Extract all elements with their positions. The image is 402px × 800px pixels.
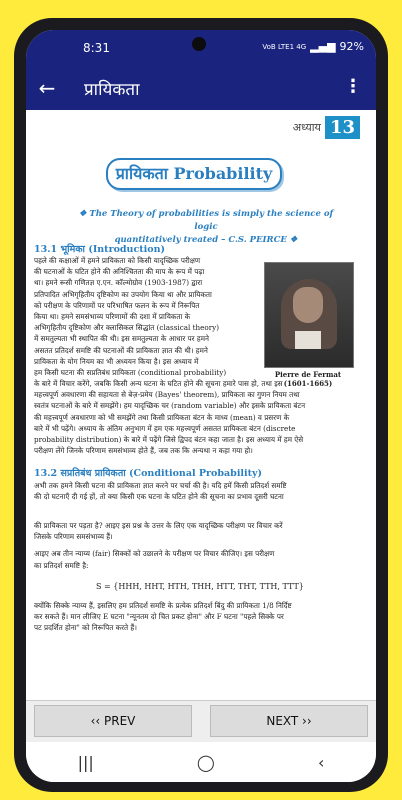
screen — [26, 30, 376, 782]
section-2-para-c — [34, 600, 368, 634]
text-line: क्योंकि सिक्के न्याय्य हैं, इसलिए हम प्रतिदर्श समष्टि के प्रत्येक प्रतिदर्श बिंदु की प्रायिकता 1/8 निर्दिष्ट — [34, 601, 292, 610]
overflow-menu-icon[interactable]: ⋮ — [344, 76, 362, 97]
text-line: आइए अब तीन न्याय्य (fair) सिक्कों को उछालने के परीक्षण पर विचार कीजिए। इस परीक्षण — [34, 549, 275, 559]
camera-cutout — [192, 37, 206, 51]
app-title: प्रायिकता — [84, 79, 140, 100]
system-nav-bar — [26, 742, 376, 782]
portrait-name: Pierre de Fermat — [274, 370, 342, 379]
text-line: जिसके परिणाम समसंभाव्य हैं। — [34, 532, 113, 542]
section-1-title: 13.1 भूमिका (Introduction) — [34, 244, 165, 255]
prev-button[interactable]: ‹‹ PREV — [34, 705, 192, 737]
portrait-collar — [295, 331, 321, 349]
page-content[interactable] — [26, 110, 376, 700]
status-time: 8:31 — [83, 41, 110, 55]
section-2-para-a — [34, 480, 368, 502]
text-line: प्रतिपादित अभिगृहितीय दृष्टिकोण का उपयोग किया था और प्रायिकता — [34, 289, 212, 299]
text-line: प्रायिकता के योग नियम का भी अध्ययन किया है। इस अध्याय में — [34, 356, 199, 366]
text-line: महत्त्वपूर्ण अवधारणा की सहायता से बेज़-प्रमेय (Bayes' theorem), प्रायिकता का गुणन नियम तथा — [34, 390, 300, 400]
text-line: था। हमने रूसी गणितज्ञ ए.एन. कॉल्मोग्रोव (1903-1987) द्वारा — [34, 278, 203, 288]
text-line: बारे में भी पढ़ेंगे। अध्याय के अंतिम अनुभाग में हम एक महत्त्वपूर्ण असतत प्रायिकता बंटन (discrete — [34, 423, 296, 433]
chapter-heading: प्रायिकता Probability — [106, 158, 282, 190]
portrait-face — [293, 287, 323, 323]
text-line: कर सकते हैं। मान लीजिए E घटना "न्यूनतम दो चित प्रकट होना" और F घटना "पहले सिक्के पर — [34, 612, 284, 622]
status-bar — [26, 30, 376, 66]
fermat-portrait — [264, 262, 354, 368]
system-back-icon[interactable]: ‹ — [318, 752, 325, 772]
section-1-para-a — [34, 255, 260, 378]
section-2-para-b — [34, 520, 368, 571]
text-line: अभिगृहितीय दृष्टिकोण और क्लासिकल सिद्धांत (classical theory) — [34, 323, 219, 333]
quote-line-2: quantitatively treated – C.S. PEIRCE ❖ — [114, 235, 298, 245]
text-line: की घटनाओं के घटित होने की अनिश्चितता की माप के रूप में पढ़ा — [34, 267, 205, 277]
back-arrow-icon[interactable]: ← — [38, 76, 56, 100]
chapter-label — [293, 116, 360, 139]
chapter-word: अध्याय — [292, 121, 321, 134]
bottom-nav-bar — [26, 700, 376, 743]
status-icons — [262, 40, 364, 53]
signal-icon: VoB LTE1 4G — [262, 42, 307, 51]
recents-icon[interactable]: ||| — [77, 752, 94, 772]
chapter-number: 13 — [325, 116, 360, 139]
next-button[interactable]: NEXT ›› — [210, 705, 368, 737]
text-line: का प्रतिदर्श समष्टि है: — [34, 560, 89, 570]
signal-bars-icon: ▂▄▆ — [310, 40, 336, 53]
text-line: हम किसी घटना की सप्रतिबंध प्रायिकता (conditional probability) — [34, 368, 227, 378]
battery-text: 92% — [339, 40, 364, 53]
text-line: स्वतंत्र घटनाओं के बारे में समझेंगे। हम यादृच्छिक चर (random variable) और इसके प्रायिकता बंटन — [34, 401, 306, 411]
text-line: की प्रायिकता पर पड़ता है? आइए इस प्रश्न के उत्तर के लिए एक यादृच्छिक परीक्षण पर विचार करें — [34, 521, 283, 530]
text-line: असतत प्रतिदर्श समष्टि की घटनाओं की प्रायिकता ज्ञात की थी। हमने — [34, 345, 208, 355]
text-line: की महत्त्वपूर्ण अवधारणा को भी समझेंगे तथा किसी प्रायिकता बंटन के माध्य (mean) व प्रसरण के — [34, 412, 290, 422]
section-2-title: 13.2 सप्रतिबंध प्रायिकता (Conditional Probability) — [34, 468, 263, 479]
app-bar — [26, 66, 376, 110]
text-line: को परीक्षण के परिणामों पर परिभाषित फलन के रूप में निरूपित — [34, 300, 200, 310]
portrait-years: (1601-1665) — [283, 379, 333, 388]
section-1-para-b — [34, 378, 368, 456]
text-line: किया था। हमने समसंभाव्य परिणामों की दशा में प्रायिकता के — [34, 312, 191, 322]
text-line: अभी तक हमने किसी घटना की प्रायिकता ज्ञात करने पर चर्चा की है। यदि हमें किसी प्रतिदर्श समष्टि — [34, 481, 287, 490]
text-line: की दो घटनाएँ दी गई हों, तो क्या किसी एक घटना के घटित होने की सूचना का प्रभाव दूसरी घटना — [34, 492, 284, 502]
text-line: पहले की कक्षाओं में हमने प्रायिकता को किसी यादृच्छिक परीक्षण — [34, 256, 201, 265]
home-icon[interactable]: ◯ — [196, 752, 215, 772]
quote-line-1: ❖ The Theory of probabilities is simply the science of logic — [78, 209, 334, 232]
text-line: में समतुल्यता भी स्थापित की थी। इस समतुल्यता के आधार पर हमने — [34, 334, 209, 344]
text-line: पट प्रदर्शित होना" को निरूपित करते हैं। — [34, 623, 137, 633]
text-line: probability distribution) के बारे में पढ़ेंगे जिसे द्विपद बंटन कहा जाता है। इस अध्याय में हम ऐसे — [34, 435, 304, 445]
text-line: के बारे में विचार करेंगे, जबकि किसी अन्य घटना के घटित होने की सूचना हमारे पास हो, तथा इस — [34, 379, 283, 388]
sample-space-formula: S = {HHH, HHT, HTH, THH, HTT, THT, TTH, TTT} — [96, 582, 304, 591]
text-line: परीक्षण लेंगे जिनके परिणाम समसंभाव्य होते हैं, जब तक कि अन्यथा न कहा गया हो। — [34, 446, 253, 456]
